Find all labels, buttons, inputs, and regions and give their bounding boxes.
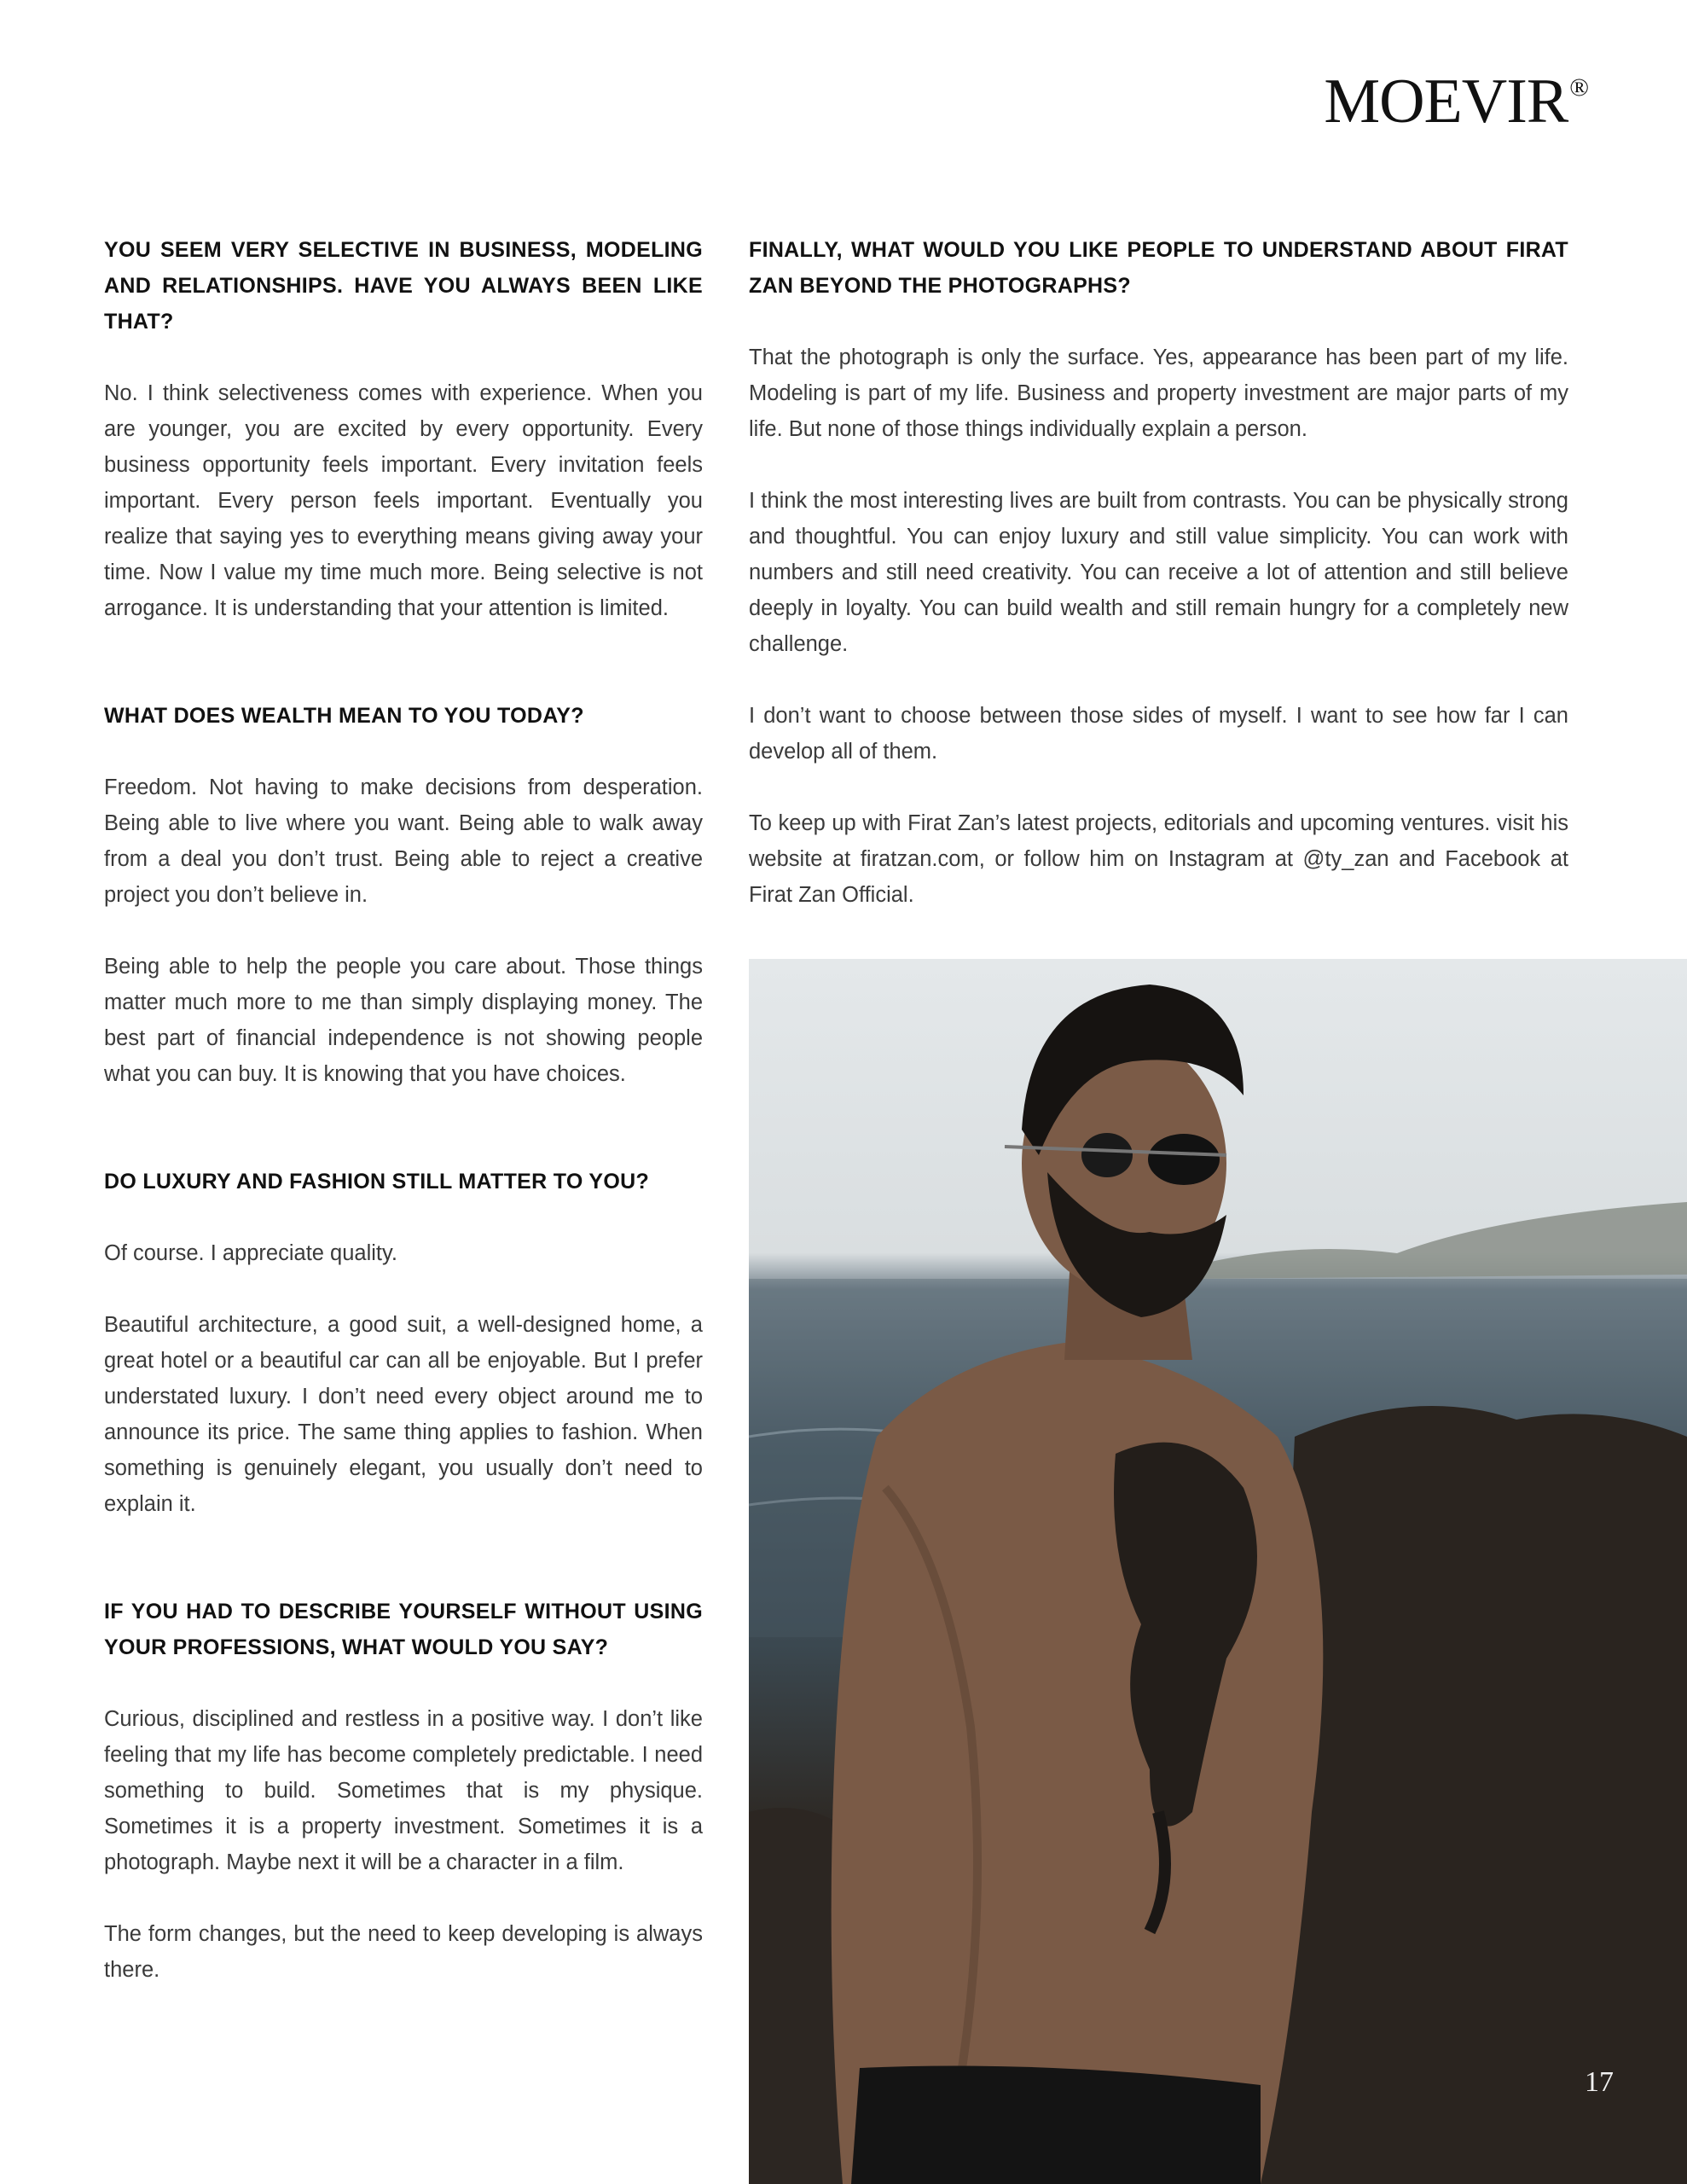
magazine-logo — [1324, 67, 1588, 136]
left-question-heading: YOU SEEM VERY SELECTIVE IN BUSINESS, MODELING AND RELATIONSHIPS. HAVE YOU ALWAYS BEEN LIKE THAT? — [104, 238, 703, 334]
page-number: 17 — [1585, 2066, 1614, 2098]
left-answer-paragraph: Curious, disciplined and restless in a positive way. I don’t like feeling that my life has become completely predictable. I need something to build. Sometimes that is my physique. Sometimes it is a property investment. Sometimes it is a photograph. Maybe next it will be a character in a film. — [104, 1707, 703, 1874]
left-column — [104, 232, 703, 2024]
left-answer-paragraph: No. I think selectiveness comes with experience. When you are younger, you are excited by every opportunity. Every business opportunity feels important. Every invitation feels important. Every person feels important. Eventually you realize that saying yes to everything means giving away your time. Now I value my time much more. Being selective is not arrogance. It is understanding that your attention is limited. — [104, 381, 703, 620]
left-answer-paragraph: The form changes, but the need to keep developing is always there. — [104, 1922, 703, 1982]
logo-text: MOEVIR — [1324, 67, 1568, 136]
left-question-heading: WHAT DOES WEALTH MEAN TO YOU TODAY? — [104, 704, 584, 728]
right-answer-paragraph: To keep up with Firat Zan’s latest projects, editorials and upcoming ventures. visit his website at firatzan.com, or follow him on Instagram at @ty_zan and Facebook at Firat Zan Official. — [749, 811, 1568, 907]
left-answer-paragraph: Beautiful architecture, a good suit, a well-designed home, a great hotel or a beautiful car can all be enjoyable. But I prefer understated luxury. I don’t need every object around me to announce its price. The same thing applies to fashion. When something is genuinely elegant, you usually don’t need to explain it. — [104, 1313, 703, 1516]
portrait-illustration — [749, 959, 1687, 2184]
left-answer-paragraph: Being able to help the people you care about. Those things matter much more to me than simply displaying money. The best part of financial independence is not showing people what you can buy. It is knowing that you have choices. — [104, 955, 703, 1086]
left-answer-paragraph: Of course. I appreciate quality. — [104, 1241, 397, 1265]
right-answer-paragraph: I don’t want to choose between those sides of myself. I want to see how far I can develop all of them. — [749, 704, 1568, 764]
left-answer-paragraph: Freedom. Not having to make decisions from desperation. Being able to live where you want. Being able to walk away from a deal you don’t trust. Being able to reject a creative project you don’t believe in. — [104, 775, 703, 907]
left-question-heading: DO LUXURY AND FASHION STILL MATTER TO YOU? — [104, 1170, 650, 1194]
right-answer-paragraph: I think the most interesting lives are built from contrasts. You can be physically strong and thoughtful. You can enjoy luxury and still value simplicity. You can work with numbers and still need creativity. You can receive a lot of attention and still believe deeply in loyalty. You can build wealth and still remain hungry for a completely new challenge. — [749, 489, 1568, 656]
right-question-heading: FINALLY, WHAT WOULD YOU LIKE PEOPLE TO UNDERSTAND ABOUT FIRAT ZAN BEYOND THE PHOTOGRAPHS? — [749, 238, 1568, 298]
right-answer-paragraph: That the photograph is only the surface. Yes, appearance has been part of my life. Modeling is part of my life. Business and property investment are major parts of my life. But none of those things individually explain a person. — [749, 346, 1568, 441]
registered-mark: ® — [1569, 73, 1588, 102]
left-question-heading: IF YOU HAD TO DESCRIBE YOURSELF WITHOUT USING YOUR PROFESSIONS, WHAT WOULD YOU SAY? — [104, 1600, 703, 1659]
portrait-photo — [749, 959, 1687, 2184]
right-column — [749, 232, 1568, 949]
